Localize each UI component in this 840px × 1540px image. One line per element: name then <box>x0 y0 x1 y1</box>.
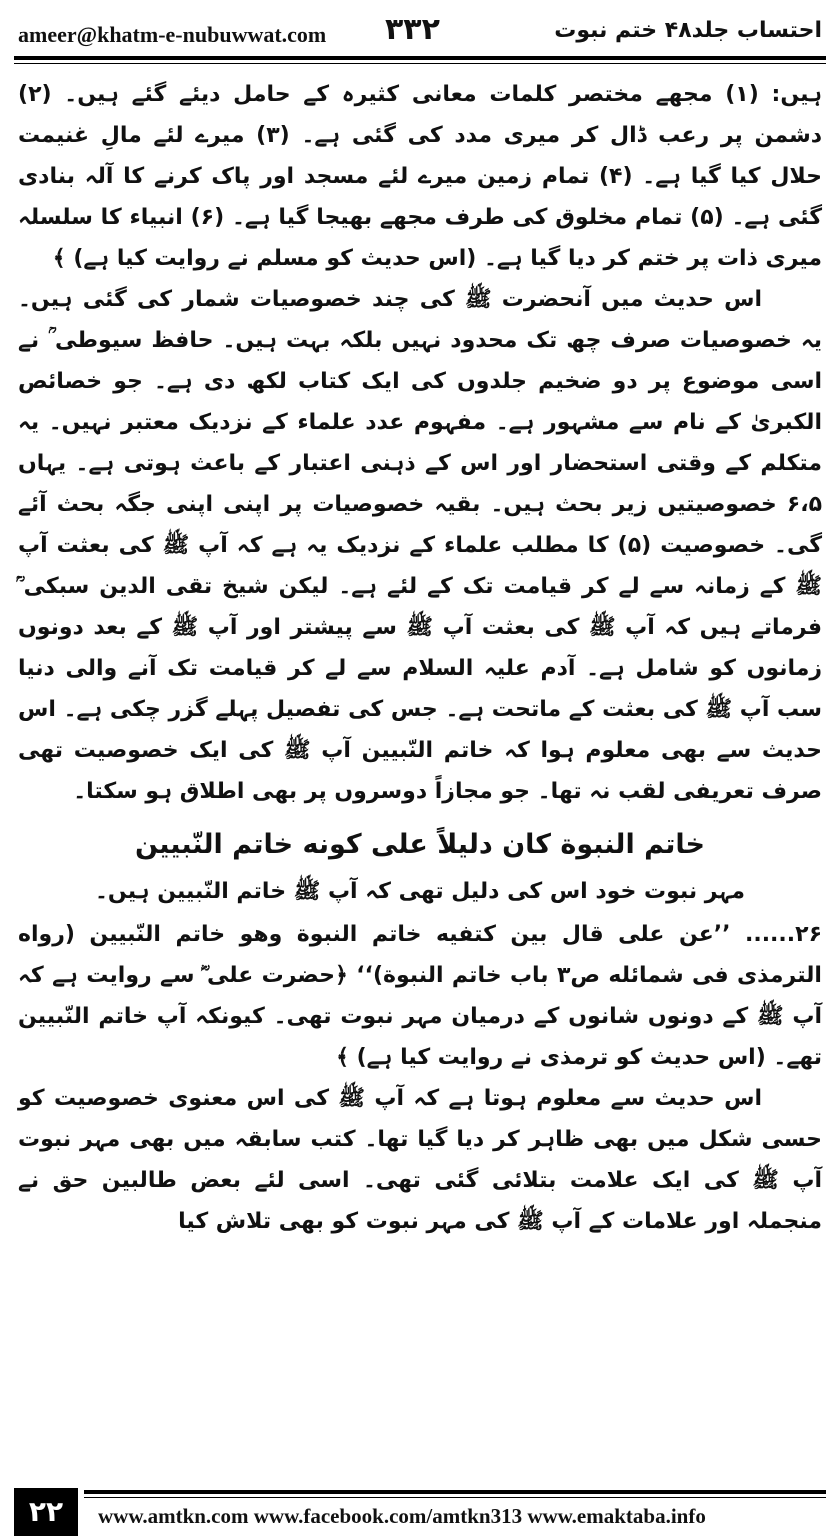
page-footer <box>0 1482 840 1540</box>
page-number: ۳۳۲ <box>385 12 440 47</box>
page-body <box>18 74 822 1242</box>
section-subheading-urdu: مہر نبوت خود اس کی دلیل تھی کہ آپ ﷺ خاتم النّبیین ہیں۔ <box>95 879 745 904</box>
footer-rule-thin <box>84 1497 826 1498</box>
page-header <box>0 0 840 64</box>
footer-links[interactable]: www.amtkn.com www.facebook.com/amtkn313 www.emaktaba.info <box>98 1504 706 1528</box>
book-title: احتساب جلد۴۸ ختم نبوت <box>554 18 822 43</box>
paragraph-hadith-26: ۲۶...... ’’عن علی قال بین کتفیه خاتم النبوة وهو خاتم النّبیین (رواه الترمذی فی شمائله ص۳ باب خاتم النبوة)‘‘ ﴿حضرت علی ؓ سے روایت ہے کہ آپ ﷺ کے دونوں شانوں کے درمیان مہر نبوت تھی۔ کیونکہ آپ خاتم النّبیین تھے۔ (اس حدیث کو ترمذی نے روایت کیا ہے) ﴾ <box>18 922 822 1070</box>
paragraph-hadith-continuation: ہیں: (۱) مجھے مختصر کلمات معانی کثیرہ کے حامل دیئے گئے ہیں۔ (۲) دشمن پر رعب ڈال کر میری مدد کی گئی ہے۔ (۳) میرے لئے مالِ غنیمت حلال کیا گیا ہے۔ (۴) تمام زمین میرے لئے مسجد اور پاک کرنے کا آلہ بنادی گئی ہے۔ (۵) تمام مخلوق کی طرف مجھے بھیجا گیا ہے۔ (۶) انبیاء کا سلسلہ میری ذات پر ختم کر دیا گیا ہے۔ (اس حدیث کو مسلم نے روایت کیا ہے) ﴾ <box>18 82 823 271</box>
footer-rule-thick <box>84 1490 826 1494</box>
section-heading-arabic: خاتم النبوة كان دليلاً على كونه خاتم النّبيين <box>134 829 706 860</box>
header-rule-thick <box>14 56 826 60</box>
header-rule-thin <box>14 63 826 64</box>
paragraph-final-commentary: اس حدیث سے معلوم ہوتا ہے کہ آپ ﷺ کی اس معنوی خصوصیت کو حسی شکل میں بھی ظاہر کر دیا گیا تھا۔ کتب سابقہ میں بھی مہر نبوت آپ ﷺ کی ایک علامت بتلائی گئی تھی۔ اسی لئے بعض طالبین حق نے منجملہ اور علامات کے آپ ﷺ کی مہر نبوت کو بھی تلاش کیا <box>18 1086 822 1234</box>
header-email[interactable]: ameer@khatm-e-nubuwwat.com <box>18 22 327 47</box>
footer-page-box: ۲۲ <box>14 1488 78 1536</box>
paragraph-commentary: اس حدیث میں آنحضرت ﷺ کی چند خصوصیات شمار کی گئی ہیں۔ یہ خصوصیات صرف چھ تک محدود نہیں بلکہ بہت ہیں۔ حافظ سیوطی ؒ نے اسی موضوع پر دو ضخیم جلدوں کی ایک کتاب لکھ دی ہے۔ جو خصائص الکبریٰ کے نام سے مشہور ہے۔ مفہوم عدد علماء کے نزدیک معتبر نہیں۔ یہ متکلم کے وقتی استحضار اور اس کے ذہنی اعتبار کے باعث ہوتی ہے۔ یہاں ۶،۵ خصوصیتیں زیر بحث ہیں۔ بقیہ خصوصیات پر اپنی اپنی جگہ بحث آئے گی۔ خصوصیت (۵) کا مطلب علماء کے نزدیک یہ ہے کہ آپ ﷺ کی بعثت آپ ﷺ کے زمانہ سے لے کر قیامت تک کے لئے ہے۔ لیکن شیخ تقی الدین سبکی ؒ فرماتے ہیں کہ آپ ﷺ کی بعثت آپ ﷺ سے پیشتر اور آپ ﷺ کے بعد دونوں زمانوں کو شامل ہے۔ آدم علیہ السلام سے لے کر قیامت تک آنے والی دنیا سب آپ ﷺ کی بعثت کے ماتحت ہے۔ جس کی تفصیل پہلے گزر چکی ہے۔ اس حدیث سے بھی معلوم ہوا کہ خاتم النّبیین آپ ﷺ کی ایک خصوصیت تھی صرف تعریفی لقب نہ تھا۔ جو مجازاً دوسروں پر بھی اطلاق ہو سکتا۔ <box>18 287 822 804</box>
